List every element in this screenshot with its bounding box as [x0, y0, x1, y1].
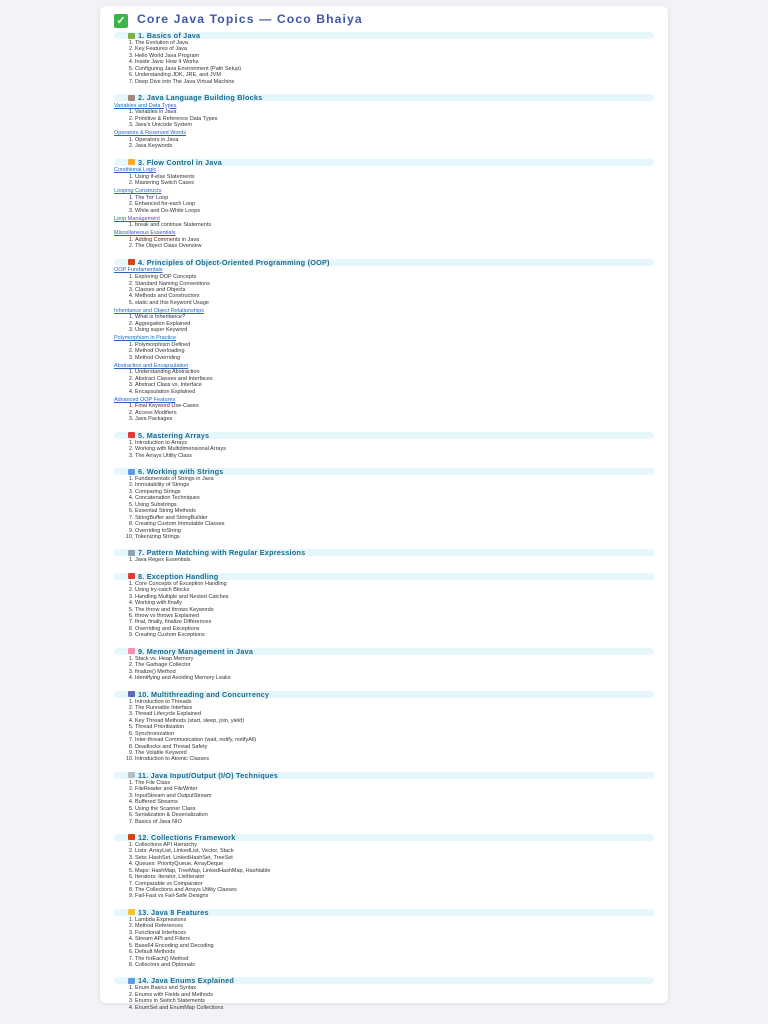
topic-list-item: 6. Iterators: Iterator, ListIterator: [135, 874, 654, 880]
topic-list-item: 2. Working with Multidimensional Arrays: [135, 446, 654, 452]
topic-list-item: 7. Comparable vs Comparator: [135, 881, 654, 887]
section-spacer: [114, 250, 654, 256]
bricks-icon: [128, 259, 135, 265]
topic-list-item: 4. Encapsulation Explained: [135, 389, 654, 395]
topic-list-item: 5. static and this Keyword Usage: [135, 300, 654, 306]
topic-list-item: 7. Basics of Java NIO: [135, 819, 654, 825]
topic-section: [114, 639, 654, 682]
section-heading-text: 3. Flow Control in Java: [138, 157, 223, 167]
section-heading: [114, 94, 654, 101]
topic-list-item: 2. Standard Naming Conventions: [135, 281, 654, 287]
topic-list-item: 2. Method References: [135, 923, 654, 929]
topic-list-item: 1. Adding Comments in Java: [135, 237, 654, 243]
topic-list-item: 1. What is Inheritance?: [135, 314, 654, 320]
topic-section: [114, 423, 654, 459]
topic-list: [114, 985, 654, 1011]
content-card: [100, 6, 668, 1011]
topic-list-item: 2. Mastering Switch Cases: [135, 180, 654, 186]
topic-list-item: 5. Using Substrings: [135, 502, 654, 508]
topic-list-item: 3. Handling Multiple and Nested Catches: [135, 594, 654, 600]
topic-list-item: 5. Thread Prioritization: [135, 724, 654, 730]
topic-list-item: 8. Collectors and Optionals: [135, 962, 654, 968]
section-heading: [114, 549, 654, 556]
topic-list-item: 3. The Arrays Utility Class: [135, 453, 654, 459]
magnifier-icon: [128, 550, 135, 556]
topic-list-item: 5. The throw and throws Keywords: [135, 607, 654, 613]
seedling-icon: [128, 33, 135, 39]
topic-list: [114, 40, 654, 85]
section-heading: [114, 468, 654, 475]
package-icon: [128, 95, 135, 101]
section-heading: [114, 977, 654, 984]
topic-list-item: 10. Tokenizing Strings: [135, 534, 654, 540]
section-heading-text: 8. Exception Handling: [138, 571, 219, 581]
section-heading-text: 11. Java Input/Output (I/O) Techniques: [138, 770, 279, 780]
topic-list-item: 3. Comparing Strings: [135, 489, 654, 495]
topic-list-item: 3. While and Do-While Loops: [135, 208, 654, 214]
topic-list-item: 4. Buffered Streams: [135, 799, 654, 805]
topic-list-item: 1. Core Concepts of Exception Handling: [135, 581, 654, 587]
subsection-link[interactable]: Loop Management: [114, 215, 160, 222]
topic-list-item: 1. Variables in Java: [135, 109, 654, 115]
topic-list-item: 3. Abstract Class vs. Interface: [135, 382, 654, 388]
topic-section: [114, 540, 654, 563]
section-heading-text: 4. Principles of Object-Oriented Programming (OOP): [138, 257, 330, 267]
topic-list-item: 8. Creating Custom Immutable Classes: [135, 521, 654, 527]
section-heading: [114, 573, 654, 580]
topic-list-item: 2. Enhanced for-each Loop: [135, 201, 654, 207]
topic-list-item: 1. Lambda Expressions: [135, 917, 654, 923]
section-heading: [114, 772, 654, 779]
section-spacer: [114, 459, 654, 465]
section-heading: [114, 259, 654, 266]
topic-list-item: 3. Thread Lifecycle Explained: [135, 711, 654, 717]
lightning-icon: [128, 909, 135, 915]
topic-list-item: 6. Default Methods: [135, 949, 654, 955]
topic-list-item: 2. Immutability of Strings: [135, 482, 654, 488]
section-spacer: [114, 540, 654, 546]
topic-list-item: 3. Java Packages: [135, 416, 654, 422]
topic-list-item: 1. Introduction to Arrays: [135, 440, 654, 446]
topic-section: [114, 459, 654, 540]
topic-list-item: 2. FileReader and FileWriter: [135, 786, 654, 792]
subsection-link[interactable]: Operators & Reserved Words: [114, 130, 187, 137]
topic-list: [114, 403, 654, 422]
topic-list-item: 6. throw vs throws Explained: [135, 613, 654, 619]
topic-list: [114, 780, 654, 825]
topic-list-item: 4. Working with finally: [135, 600, 654, 606]
section-heading: [114, 648, 654, 655]
topic-list-item: 3. Method Overriding: [135, 355, 654, 361]
topic-list-item: 7. Inter-thread Communication (wait, notify, notifyAll): [135, 737, 654, 743]
section-heading-text: 6. Working with Strings: [138, 467, 224, 476]
repeat-icon: [128, 159, 135, 165]
topic-list-item: 5. Base64 Encoding and Decoding: [135, 943, 654, 949]
topic-list: [114, 174, 654, 187]
topic-list-item: 4. Concatenation Techniques: [135, 495, 654, 501]
topic-list-item: 5. Maps: HashMap, TreeMap, LinkedHashMap, Hashtable: [135, 868, 654, 874]
section-heading-text: 12. Collections Framework: [138, 832, 236, 842]
section-heading-text: 10. Multithreading and Concurrency: [138, 689, 270, 699]
topic-section: [114, 32, 654, 85]
exclamation-icon: [128, 573, 135, 579]
section-heading-text: 2. Java Language Building Blocks: [138, 93, 263, 103]
topic-list-item: 3. Classes and Objects: [135, 287, 654, 293]
topic-list-item: 1. Java Regex Essentials: [135, 557, 654, 563]
topic-list-item: 2. Primitive & Reference Data Types: [135, 116, 654, 122]
topic-list: [114, 476, 654, 540]
section-heading: [114, 691, 654, 698]
topic-list-item: 3. Using super Keyword: [135, 327, 654, 333]
topic-list-item: 1. Enum Basics and Syntax: [135, 985, 654, 991]
topic-list-item: 1. The File Class: [135, 780, 654, 786]
topic-list: [114, 342, 654, 361]
topic-list-item: 9. Overriding toString: [135, 528, 654, 534]
topic-list: [114, 842, 654, 900]
topic-list-item: 10. Introduction to Atomic Classes: [135, 756, 654, 762]
topic-list-item: 8. Deadlocks and Thread Safety: [135, 744, 654, 750]
topic-list-item: 3. InputStream and OutputStream: [135, 793, 654, 799]
topic-list-item: 2. The Runnable Interface: [135, 705, 654, 711]
numbers-icon: [128, 978, 135, 984]
topic-list-item: 9. Fail-Fast vs Fail-Safe Designs: [135, 893, 654, 899]
topic-list-item: 4. Methods and Constructors: [135, 293, 654, 299]
section-spacer: [114, 825, 654, 831]
topic-list-item: 7. Deep Dive into The Java Virtual Machine: [135, 79, 654, 85]
section-heading: [114, 909, 654, 916]
topic-list: [114, 274, 654, 306]
topic-list-item: 2. Lists: ArrayList, LinkedList, Vector, Stack: [135, 848, 654, 854]
section-spacer: [114, 150, 654, 156]
topic-list-item: 3. Sets: HashSet, LinkedHashSet, TreeSet: [135, 855, 654, 861]
topic-section: [114, 968, 654, 1011]
topic-list-item: 2. The Object Class Overview: [135, 243, 654, 249]
topic-list-item: 2. Using try-catch Blocks: [135, 587, 654, 593]
subsection-link[interactable]: Polymorphism in Practice: [114, 335, 177, 342]
bricks-icon: [128, 834, 135, 840]
topic-list-item: 1. Final Keyword Use-Cases: [135, 403, 654, 409]
topic-list-item: 4. EnumSet and EnumMap Collections: [135, 1005, 654, 1011]
topic-list-item: 4. Stream API and Filters: [135, 936, 654, 942]
topic-list: [114, 581, 654, 639]
section-spacer: [114, 763, 654, 769]
topic-list-item: 2. Key Features of Java: [135, 46, 654, 52]
subsection-link[interactable]: Inheritance and Object Relationships: [114, 307, 204, 314]
check-mark-icon: ✓: [114, 14, 128, 28]
topic-list-item: 3. finalize() Method: [135, 669, 654, 675]
topic-list-item: 7. final, finally, finalize Differences: [135, 619, 654, 625]
topic-list: [114, 314, 654, 333]
topic-section: [114, 900, 654, 969]
topic-list-item: 3. Java's Unicode System: [135, 122, 654, 128]
topic-list: [114, 222, 654, 228]
topic-list-item: 7. The forEach() Method: [135, 956, 654, 962]
section-heading: [114, 159, 654, 166]
section-heading-text: 5. Mastering Arrays: [138, 430, 210, 440]
topic-list-item: 5. Configuring Java Environment (Path Setup): [135, 66, 654, 72]
section-spacer: [114, 900, 654, 906]
topic-list-item: 2. Abstract Classes and Interfaces: [135, 376, 654, 382]
topic-list-item: 6. Serialization & Deserialization: [135, 812, 654, 818]
topic-list-item: 3. Functional Interfaces: [135, 930, 654, 936]
topic-list: [114, 195, 654, 214]
topic-list-item: 8. The Collections and Arrays Utility Classes: [135, 887, 654, 893]
topic-list-item: 5. Using the Scanner Class: [135, 806, 654, 812]
topic-list-item: 1. Introduction to Threads: [135, 699, 654, 705]
topic-list-item: 2. Enums with Fields and Methods: [135, 992, 654, 998]
topic-list-item: 1. Using if-else Statements: [135, 174, 654, 180]
section-heading-text: 7. Pattern Matching with Regular Expressions: [138, 548, 306, 558]
topic-list-item: 3. Hello World Java Program: [135, 53, 654, 59]
topic-list: [114, 917, 654, 969]
topic-list-item: 1. Exploring OOP Concepts: [135, 274, 654, 280]
topic-list: [114, 237, 654, 250]
subsection-link[interactable]: Advanced OOP Features: [114, 396, 176, 403]
topic-list: [114, 369, 654, 395]
topic-list-item: 2. Access Modifiers: [135, 410, 654, 416]
page-title-text: Core Java Topics — Coco Bhaiya: [137, 12, 363, 26]
topic-list-item: 4. Inside Java: How It Works: [135, 59, 654, 65]
topic-list-item: 1. The 'for' Loop: [135, 195, 654, 201]
subsection-link[interactable]: Conditional Logic: [114, 167, 157, 174]
topic-list-item: 6. Understanding JDK, JRE, and JVM: [135, 72, 654, 78]
topic-list-item: 2. Java Keywords: [135, 143, 654, 149]
abc-icon: [128, 469, 135, 475]
topic-section: [114, 825, 654, 900]
topic-list: [114, 137, 654, 150]
section-heading-text: 14. Java Enums Explained: [138, 976, 235, 986]
topic-list: [114, 699, 654, 763]
topic-list-item: 3. Enums in Switch Statements: [135, 998, 654, 1004]
section-spacer: [114, 968, 654, 974]
document-icon: [128, 772, 135, 778]
topic-section: [114, 250, 654, 423]
topic-list-item: 4. Queues: PriorityQueue, ArrayDeque: [135, 861, 654, 867]
section-spacer: [114, 682, 654, 688]
page-title: [114, 12, 654, 29]
section-spacer: [114, 423, 654, 429]
section-spacer: [114, 639, 654, 645]
subsection-link[interactable]: Variables and Data Types: [114, 102, 177, 109]
brain-icon: [128, 648, 135, 654]
topic-list-item: 9. The Volatile Keyword: [135, 750, 654, 756]
topic-list-item: 1. Collections API Hierarchy: [135, 842, 654, 848]
books-icon: [128, 432, 135, 438]
topic-list-item: 1. Operators in Java: [135, 137, 654, 143]
topic-list-item: 9. Creating Custom Exceptions: [135, 632, 654, 638]
topic-list-item: 1. break and continue Statements: [135, 222, 654, 228]
topic-list-item: 1. Fundamentals of Strings in Java: [135, 476, 654, 482]
topic-section: [114, 564, 654, 639]
subsection-link[interactable]: OOP Fundamentals: [114, 267, 163, 274]
subsection-link[interactable]: Miscellaneous Essentials: [114, 230, 176, 237]
section-spacer: [114, 85, 654, 91]
section-spacer: [114, 564, 654, 570]
topic-list-item: 2. Aggregation Explained: [135, 321, 654, 327]
section-heading-text: 13. Java 8 Features: [138, 907, 209, 917]
topic-list-item: 6. Synchronization: [135, 731, 654, 737]
topic-list-item: 4. Key Thread Methods (start, sleep, join, yield): [135, 718, 654, 724]
topic-sections: [114, 32, 654, 1011]
subsection-link[interactable]: Abstraction and Encapsulation: [114, 362, 189, 369]
topic-list-item: 2. The Garbage Collector: [135, 662, 654, 668]
topic-list: [114, 440, 654, 459]
topic-section: [114, 763, 654, 825]
topic-list-item: 7. StringBuffer and StringBuilder: [135, 515, 654, 521]
subsection-link[interactable]: Looping Constructs: [114, 188, 162, 195]
topic-list-item: 1. Understanding Abstraction: [135, 369, 654, 375]
topic-list-item: 1. Polymorphism Defined: [135, 342, 654, 348]
topic-list-item: 6. Essential String Methods: [135, 508, 654, 514]
thread-icon: [128, 691, 135, 697]
topic-list: [114, 656, 654, 682]
section-heading: [114, 432, 654, 439]
topic-section: [114, 85, 654, 150]
section-heading-text: 1. Basics of Java: [138, 31, 201, 40]
topic-section: [114, 150, 654, 250]
section-heading: [114, 32, 654, 39]
topic-list: [114, 109, 654, 128]
topic-list-item: 8. Overriding and Exceptions: [135, 626, 654, 632]
topic-section: [114, 682, 654, 763]
section-heading-text: 9. Memory Management in Java: [138, 646, 254, 656]
section-heading: [114, 834, 654, 841]
topic-list-item: 1. Stack vs. Heap Memory: [135, 656, 654, 662]
topic-list-item: 2. Method Overloading: [135, 348, 654, 354]
topic-list-item: 4. Identifying and Avoiding Memory Leaks: [135, 675, 654, 681]
topic-list-item: 1. The Evolution of Java: [135, 40, 654, 46]
